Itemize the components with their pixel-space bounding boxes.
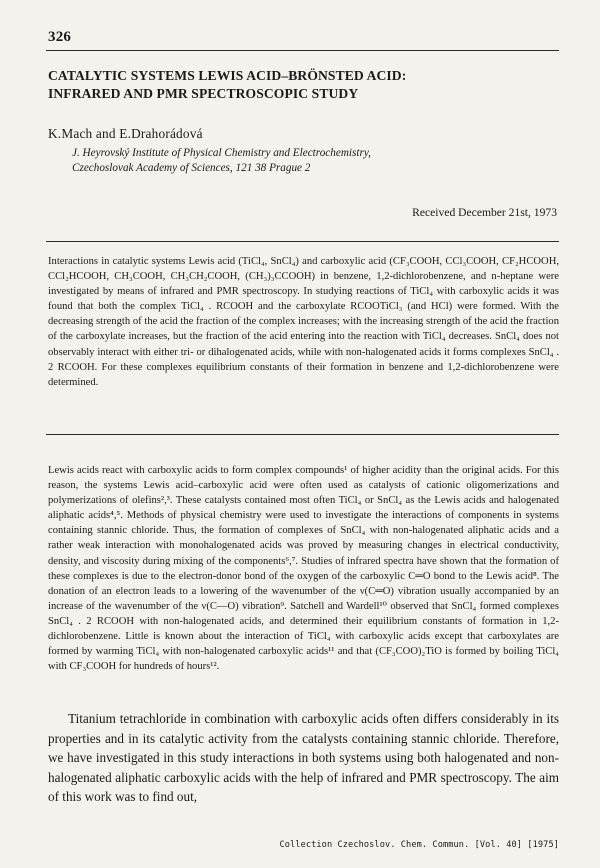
intro-paragraph: Lewis acids react with carboxylic acids to form complex compounds¹ of higher acidity than the original acids. For this reason, the systems Lewis acid–carboxylic acid were often used as catalysts of cationic oligomerizations and polymerizations of olefins²,³. These catalysts contained most often TiCl₄ or SnCl₄ as the Lewis acids and halogenated aliphatic acids⁴,⁵. Methods of physical chemistry were used to investigate the interactions of components in systems containing stannic chloride. Thus, the formation of complexes of SnCl₄ with non-halogenated aliphatic acids and a rather weak interaction with monohalogenated acids was proved by measuring changes in electrical conductivity, density, and viscosity during mixing of the components⁶,⁷. Studies of infrared spectra have shown that the formation of these complexes is due to the electron-donor bond of the oxygen of the carboxylic C═O bond to the Lewis acid⁸. The donation of an electron leads to a lowering of the wavenumber of the ν(C═O) vibration usually accompanied by an increase of the wavenumber of the ν(C—O) vibration⁹. Satchell and Wardell¹⁰ observed that SnCl₄ formed complexes SnCl₄ . 2 RCOOH with non-halogenated acids, and determined their equilibrium constants of formation in 1,2-dichlorobenzene. Little is known about the interaction of TiCl₄ with carboxylic acids except that carboxylates are formed by warming TiCl₄ with non-halogenated carboxylic acids¹¹ and that (CF₃COO)₂TiO is formed by boiling TiCl₄ with CF₃COOH for hundreds of hours¹². [48, 465, 559, 673]
affiliation [72, 146, 532, 176]
article-title [48, 67, 556, 103]
affiliation-line-1: J. Heyrovský Institute of Physical Chemistry and Electrochemistry, [72, 147, 371, 159]
affiliation-line-2: Czechoslovak Academy of Sciences, 121 38 Prague 2 [72, 162, 311, 174]
body-paragraph: Titanium tetrachloride in combination with carboxylic acids often differs considerably in its properties and in its catalytic activity from the catalysts containing stannic chloride. Therefore, we have investigated in this study interactions in both systems using both halogenated and non-halogenated aliphatic carboxylic acids with the help of infrared and PMR spectroscopy. The aim of this work was to find out, [48, 711, 559, 804]
received-date: Received December 21st, 1973 [412, 206, 557, 219]
header-rule [46, 50, 559, 51]
abstract: Interactions in catalytic systems Lewis acid (TiCl₄, SnCl₄) and carboxylic acid (CF₃COOH, CCl₃COOH, CF₂HCOOH, CCl₂HCOOH, CH₃COOH, CH₃CH₂COOH, (CH₃)₃CCOOH) in benzene, 1,2-dichlorobenzene, and n-heptane were investigated by means of infrared and PMR spectroscopy. In studying reactions of TiCl₄ with carboxylic acids it was found that both the complex TiCl₄ . RCOOH and the carboxylate RCOOTiCl₃ (and HCl) were formed. With the decreasing strength of the acid the fraction of the complex increases; with the increasing strength of the acid the fraction of the carboxylate increases, but the fraction of the acid entering into the reaction with TiCl₄ decreases. SnCl₄ does not observably interact with either tri- or dihalogenated acids, while with non-halogenated acids it forms complexes SnCl₄ . 2 RCOOH. For these complexes equilibrium constants of their formation in benzene and 1,2-dichlorobenzene were determined. [48, 256, 559, 388]
abstract-bottom-rule [46, 434, 559, 435]
authors: K.Mach and E.Drahorádová [48, 126, 203, 141]
abstract-top-rule [46, 241, 559, 242]
footer-citation: Collection Czechoslov. Chem. Commun. [Vol. 40] [1975] [279, 840, 559, 850]
page-number: 326 [48, 29, 72, 45]
title-line-2: INFRARED AND PMR SPECTROSCOPIC STUDY [48, 86, 359, 101]
title-line-1: CATALYTIC SYSTEMS LEWIS ACID–BRÖNSTED ACID: [48, 68, 407, 83]
